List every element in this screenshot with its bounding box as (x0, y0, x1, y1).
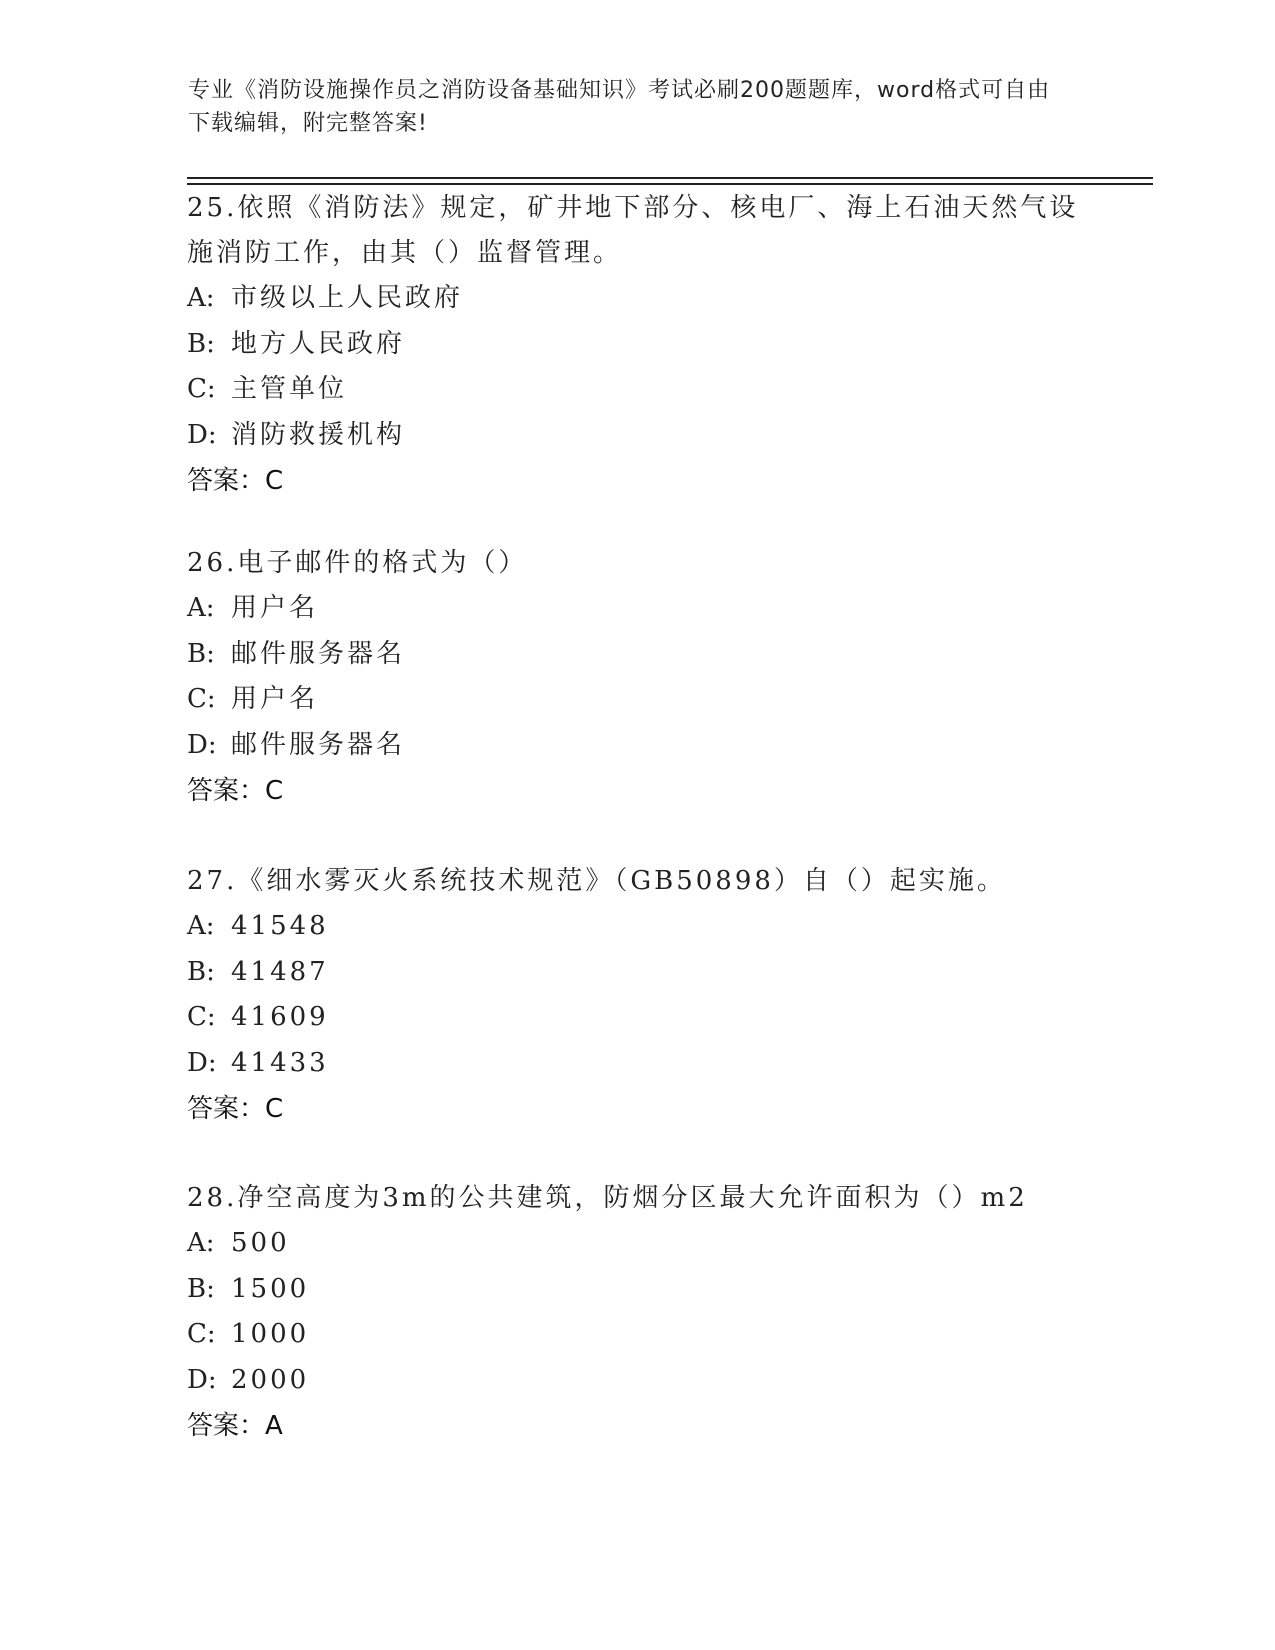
option-text: 用户名 (231, 593, 319, 623)
option-letter: D: (187, 1364, 217, 1395)
header-divider-bottom (187, 183, 1153, 185)
option-text: 邮件服务器名 (231, 638, 406, 669)
answer-line (187, 1403, 1087, 1449)
option-letter: A: (187, 911, 215, 941)
option-text: 41609 (231, 1002, 329, 1032)
option-letter: A: (187, 1228, 215, 1258)
option-letter: B: (187, 638, 215, 669)
option-b (187, 1267, 1087, 1313)
answer-label: 答案： (187, 466, 266, 496)
option-text: 500 (231, 1228, 290, 1258)
option-letter: C: (187, 1319, 216, 1349)
option-text: 2000 (231, 1364, 310, 1395)
answer-value: C (265, 1094, 284, 1124)
option-text: 主管单位 (231, 374, 348, 404)
option-a (187, 1221, 1087, 1267)
question-text: 28.净空高度为3m的公共建筑，防烟分区最大允许面积为（）m2 (187, 1183, 1028, 1213)
question-block (187, 859, 1087, 1132)
answer-label: 答案： (187, 1411, 266, 1441)
option-text: 41487 (231, 956, 329, 987)
option-text: 市级以上人民政府 (231, 283, 464, 313)
answer-value: C (265, 466, 284, 496)
option-letter: B: (187, 328, 215, 359)
option-b (187, 322, 1087, 368)
option-letter: B: (187, 1273, 215, 1304)
option-c (187, 677, 1087, 723)
question-text: 26.电子邮件的格式为（） (187, 548, 528, 578)
option-letter: A: (187, 593, 215, 623)
option-text: 1000 (231, 1319, 310, 1349)
option-b (187, 632, 1087, 678)
option-text: 1500 (231, 1273, 310, 1304)
option-d (187, 1358, 1087, 1404)
option-c (187, 1312, 1087, 1358)
option-text: 用户名 (231, 684, 319, 714)
header-divider-top (187, 177, 1153, 179)
option-c (187, 367, 1087, 413)
option-c (187, 995, 1087, 1041)
option-text: 41548 (231, 911, 329, 941)
option-letter: A: (187, 283, 215, 313)
question-text: 25.依照《消防法》规定，矿井地下部分、核电厂、海上石油天然气设施消防工作，由其（）监督管理。 (187, 193, 1079, 268)
answer-line (187, 458, 1087, 504)
option-d (187, 413, 1087, 459)
answer-value: A (265, 1411, 283, 1441)
option-text: 地方人民政府 (231, 328, 406, 359)
option-letter: C: (187, 684, 216, 714)
answer-line (187, 1086, 1087, 1132)
question-block (187, 1176, 1087, 1449)
answer-label: 答案： (187, 1094, 266, 1124)
option-letter: D: (187, 1047, 217, 1078)
option-d (187, 1041, 1087, 1087)
option-letter: D: (187, 729, 217, 760)
question-block (187, 541, 1087, 814)
answer-label: 答案： (187, 776, 266, 806)
question-text: 27.《细水雾灭火系统技术规范》（GB50898）自（）起实施。 (187, 866, 1006, 896)
question-block (187, 186, 1087, 504)
option-letter: C: (187, 1002, 216, 1032)
option-b (187, 950, 1087, 996)
option-letter: D: (187, 419, 217, 450)
option-a (187, 276, 1087, 322)
option-a (187, 904, 1087, 950)
option-letter: B: (187, 956, 215, 987)
option-text: 消防救援机构 (231, 419, 406, 450)
option-letter: C: (187, 374, 216, 404)
document-header: 专业《消防设施操作员之消防设备基础知识》考试必刷200题题库，word格式可自由下载编辑，附完整答案! (188, 78, 1051, 136)
option-d (187, 723, 1087, 769)
answer-line (187, 768, 1087, 814)
answer-value: C (265, 776, 284, 806)
option-text: 邮件服务器名 (231, 729, 406, 760)
option-text: 41433 (231, 1047, 329, 1078)
option-a (187, 586, 1087, 632)
